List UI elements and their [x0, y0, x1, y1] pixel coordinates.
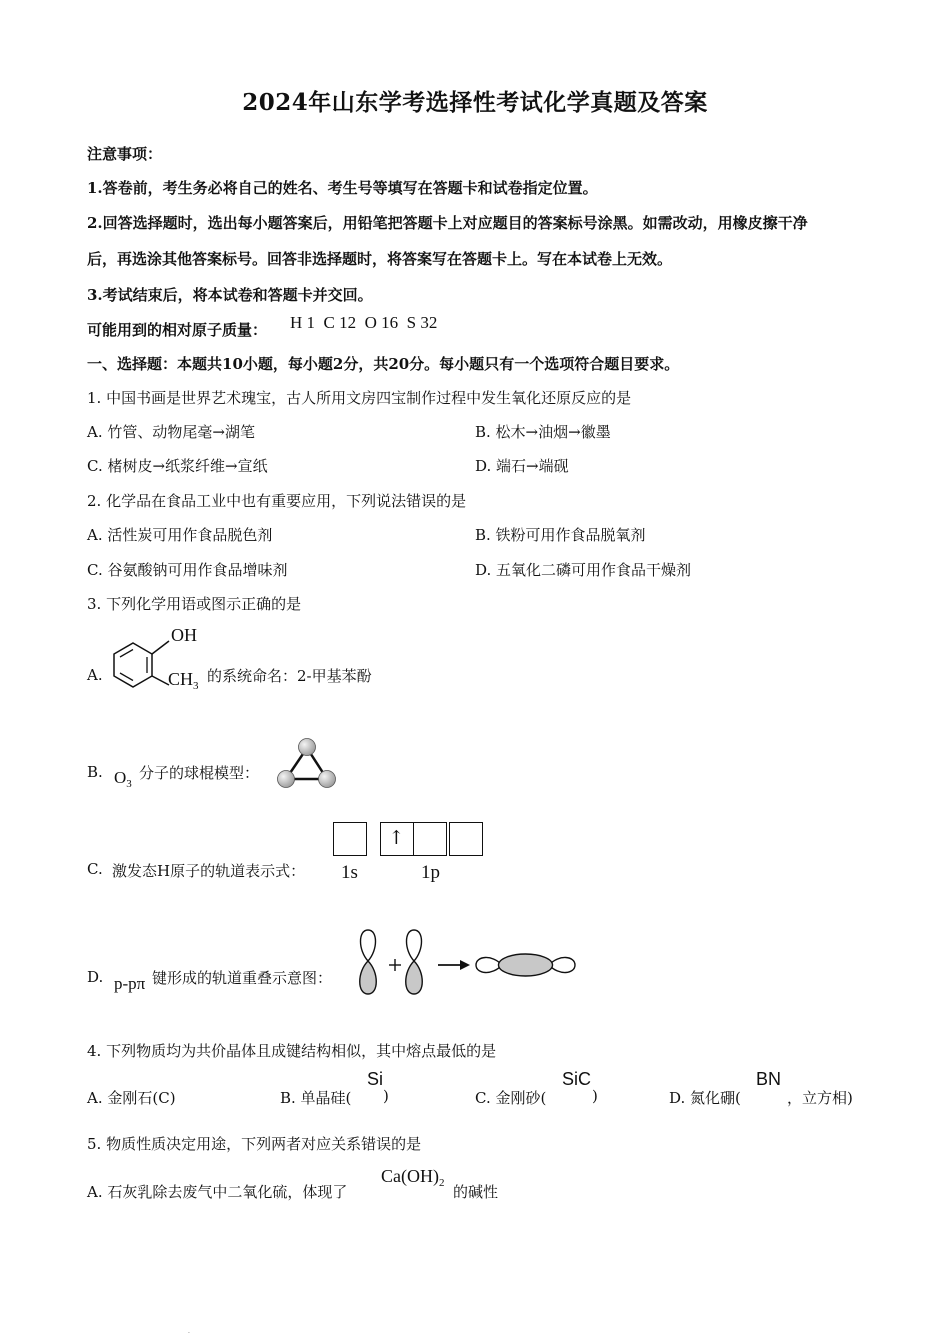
orbital-box-1p-1 [380, 822, 414, 856]
orbital-box-1p-3 [449, 822, 483, 856]
caoh2-subscript: 2 [438, 1177, 445, 1189]
methyl-label [168, 669, 199, 690]
orbital-label-1s: 1s [341, 862, 358, 883]
q2-option-c: C. 谷氨酸钠可用作食品增味剂 [87, 561, 288, 579]
notes-heading: 注意事项： [87, 145, 163, 163]
q4-option-c-pre: C. 金刚砂( [475, 1089, 547, 1107]
q4-option-d-pre: D. 氮化硼( [669, 1089, 741, 1107]
q3-option-a-label: A. [87, 666, 103, 684]
q5-option-a-post: 的碱性 [453, 1183, 499, 1201]
p-orbital-overlap-diagram [354, 928, 579, 998]
benzene-ring-structure [112, 635, 174, 693]
q4-option-d-post: ，立方相) [787, 1089, 853, 1107]
q3-option-c-label: C. [87, 860, 103, 878]
q5-stem: 5. 物质性质决定用途，下列两者对应关系错误的是 [87, 1135, 422, 1153]
orbital-label-1p: 1p [421, 862, 440, 883]
ozone-subscript: 3 [126, 778, 132, 790]
q3-option-b-text: 分子的球棍模型： [139, 764, 260, 782]
note-item-2-line1: 2.回答选择题时，选出每小题答案后，用铅笔把答题卡上对应题目的答案标号涂黑。如需改动，用橡皮擦干净 [87, 214, 808, 232]
orbital-box-1p-2 [413, 822, 447, 856]
q4-formula-sic: SiC [562, 1069, 592, 1089]
q4-option-b-pre: B. 单晶硅( [280, 1089, 352, 1107]
ozone-o: O [114, 768, 127, 787]
q3-option-a-text: 的系统命名：2-甲基苯酚 [207, 667, 372, 685]
q5-option-a-pre: A. 石灰乳除去废气中二氧化硫，体现了 [87, 1183, 348, 1201]
q2-option-d: D. 五氧化二磷可用作食品干燥剂 [475, 561, 692, 579]
footer-mark: · [188, 1330, 190, 1337]
note-item-2-line2: 后，再选涂其他答案标号。回答非选择题时，将答案写在答题卡上。写在本试卷上无效。 [87, 250, 673, 268]
q2-stem: 2. 化学品在食品工业中也有重要应用，下列说法错误的是 [87, 492, 467, 510]
q2-option-b: B. 铁粉可用作食品脱氧剂 [475, 526, 646, 544]
page-title: 2024年山东学考选择性考试化学真题及答案 [242, 89, 708, 116]
q4-option-b-post: ) [383, 1087, 389, 1105]
q2-option-a: A. 活性炭可用作食品脱色剂 [87, 526, 273, 544]
ozone-ball-stick-model [276, 736, 340, 792]
atomic-mass-values: H 1 C 12 O 16 S 32 [290, 313, 438, 332]
q3-option-c-text: 激发态H原子的轨道表示式： [112, 862, 306, 880]
q4-formula-si: Si [367, 1069, 384, 1089]
hydroxyl-label: OH [171, 625, 197, 645]
q4-option-a: A. 金刚石(C) [87, 1089, 176, 1107]
section-heading: 一、选择题：本题共10小题，每小题2分，共20分。每小题只有一个选项符合题目要求。 [87, 355, 680, 373]
orbital-box-1s [333, 822, 367, 856]
q1-option-a: A. 竹管、动物尾毫→湖笔 [87, 423, 255, 441]
q4-formula-bn: BN [756, 1069, 782, 1089]
p-p-pi-label: p-pπ [114, 974, 146, 993]
q1-option-b: B. 松木→油烟→徽墨 [475, 423, 611, 441]
ozone-formula [114, 768, 132, 788]
q1-option-c: C. 楮树皮→纸浆纤维→宣纸 [87, 457, 268, 475]
q3-option-d-text: 键形成的轨道重叠示意图： [152, 969, 333, 987]
q3-option-d-label: D. [87, 968, 104, 986]
q5-formula-caoh2 [381, 1166, 444, 1187]
q1-stem: 1. 中国书画是世界艺术瑰宝，古人所用文房四宝制作过程中发生氧化还原反应的是 [87, 389, 632, 407]
caoh2-main: Ca(OH) [381, 1166, 439, 1186]
note-item-1: 1.答卷前，考生务必将自己的姓名、考生号等填写在答题卡和试卷指定位置。 [87, 179, 598, 197]
methyl-ch: CH [168, 669, 194, 689]
q4-stem: 4. 下列物质均为共价晶体且成键结构相似，其中熔点最低的是 [87, 1042, 497, 1060]
q1-option-d: D. 端石→端砚 [475, 457, 569, 475]
atomic-mass-label: 可能用到的相对原子质量： [87, 321, 268, 339]
q3-option-b-label: B. [87, 763, 103, 781]
q4-option-c-post: ) [592, 1087, 598, 1105]
q3-stem: 3. 下列化学用语或图示正确的是 [87, 595, 302, 613]
note-item-3: 3.考试结束后，将本试卷和答题卡并交回。 [87, 286, 373, 304]
methyl-subscript: 3 [193, 680, 199, 692]
electron-up-arrow-icon: ↑ [388, 827, 405, 849]
